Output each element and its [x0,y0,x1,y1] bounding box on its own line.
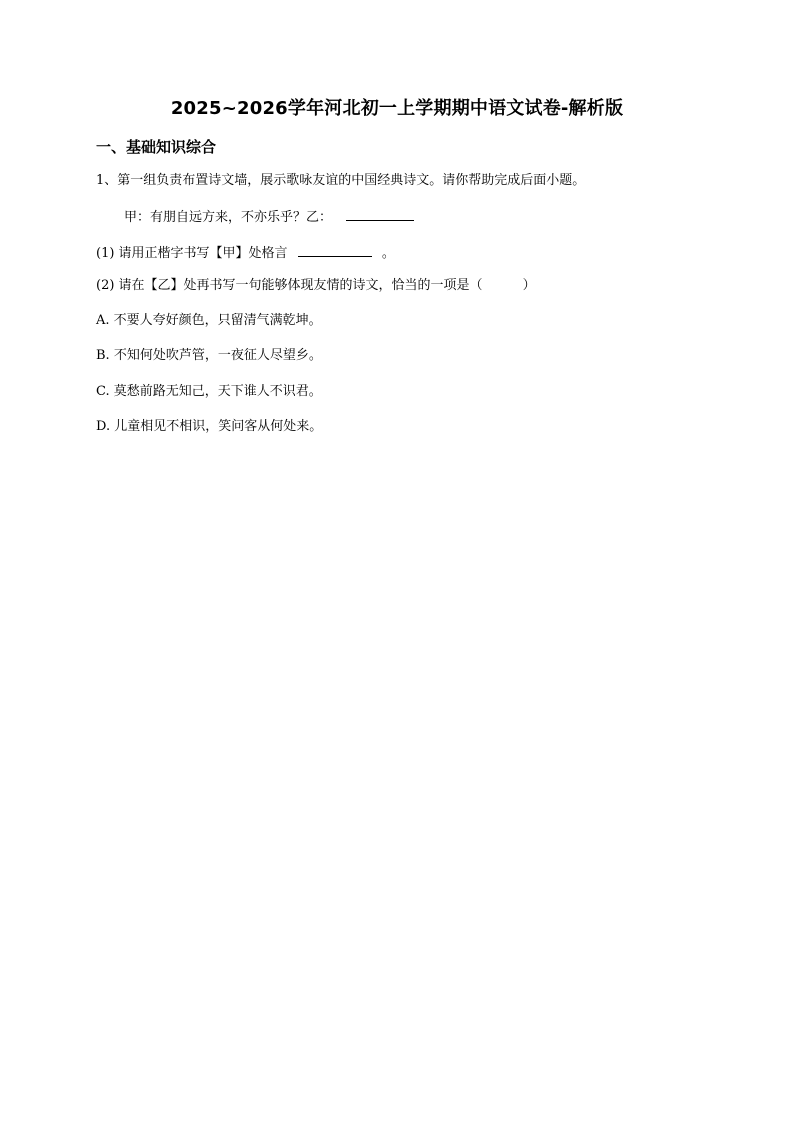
option-text: 莫愁前路无知己，天下谁人不识君。 [113,384,322,399]
option-text: 不知何处吹芦管，一夜征人尽望乡。 [113,348,322,363]
option-label: A. [96,313,110,328]
option-b [96,346,322,366]
quote-text: 甲：有朋自远方来，不亦乐乎？乙： [124,210,333,225]
option-label: C. [96,384,110,399]
option-d [96,417,322,437]
sub-question-2-text: (2) 请在【乙】处再书写一句能够体现友情的诗文，恰当的一项是（ [96,278,483,293]
sub-question-1-text: (1) 请用正楷字书写【甲】处格言 [96,246,288,261]
section-heading: 一、基础知识综合 [96,138,217,156]
sub-question-2 [96,276,536,296]
option-text: 儿童相见不相识，笑问客从何处来。 [114,419,323,434]
question-stem [96,171,585,191]
document-title: 2025~2026学年河北初一上学期期中语文试卷-解析版 [170,98,624,119]
sub-question-1-suffix: 。 [381,246,395,261]
option-text: 不要人夸好颜色，只留清气满乾坤。 [113,313,322,328]
sub-question-1 [96,242,395,264]
option-label: D. [96,419,111,434]
question-stem-text: 第一组负责布置诗文墙，展示歌咏友谊的中国经典诗文。请你帮助完成后面小题。 [117,173,586,188]
option-c [96,382,322,402]
sub-question-2-suffix: ） [522,278,536,293]
option-a [96,311,322,331]
quote-line [124,206,414,228]
question-number: 1、 [96,173,118,188]
answer-blank [346,206,414,221]
option-label: B. [96,348,110,363]
answer-blank [298,242,372,257]
